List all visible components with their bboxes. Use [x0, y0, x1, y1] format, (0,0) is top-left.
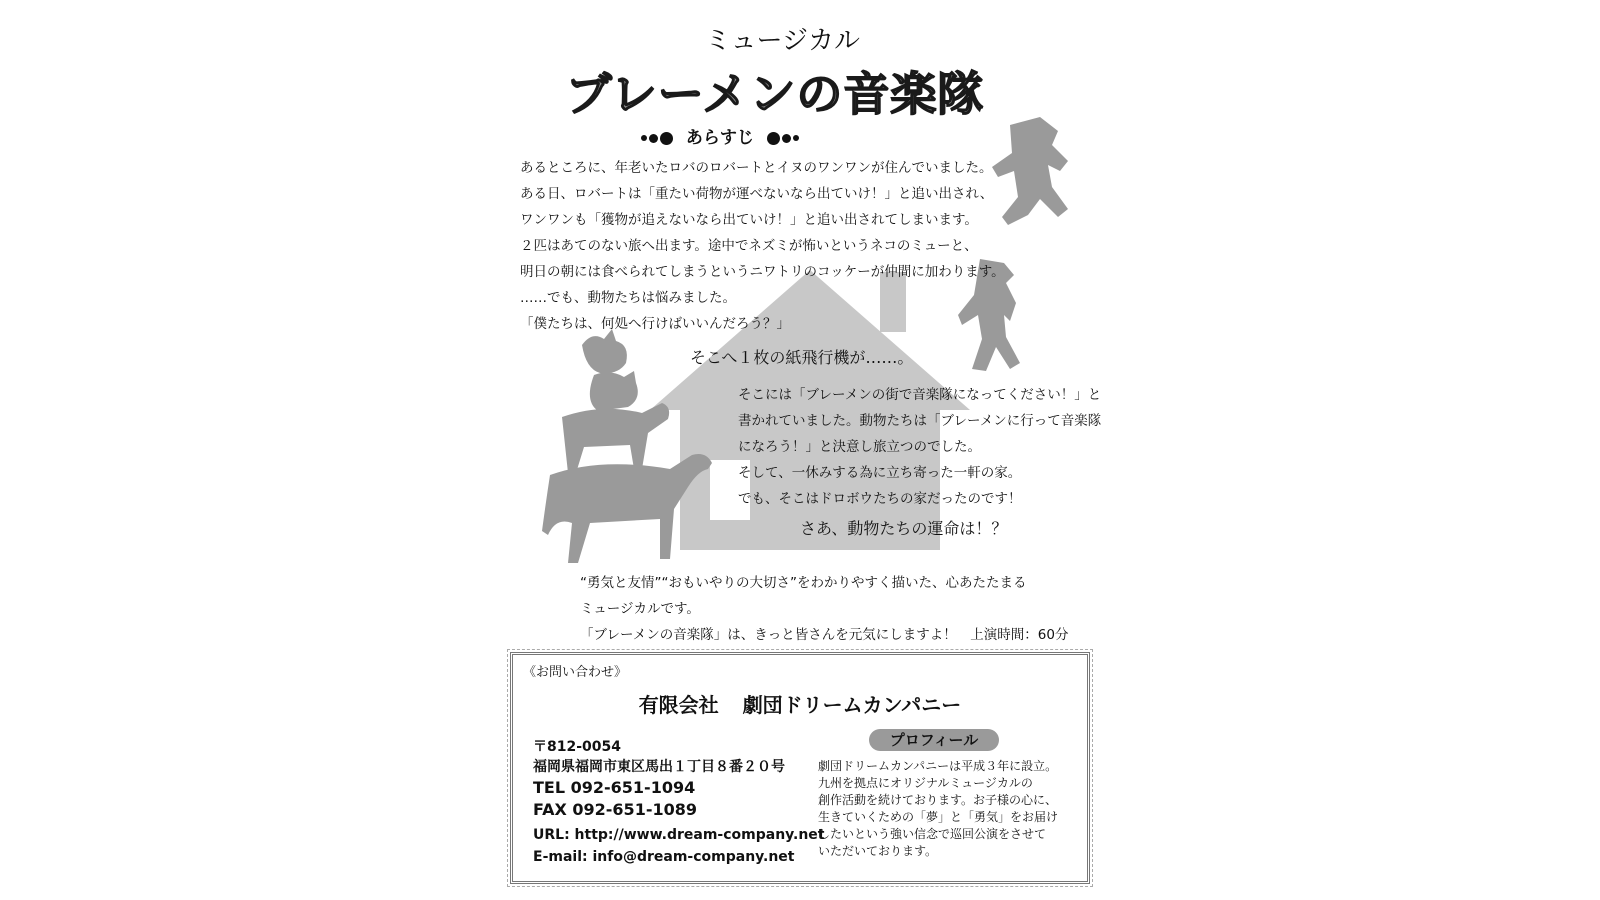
- summary-line: “勇気と友情”“おもいやりの大切さ”をわかりやすく描いた、心あたたまる: [580, 575, 1027, 591]
- dot-icon: [767, 132, 780, 145]
- postal-code: 〒812-0054: [533, 739, 621, 755]
- profile-text: [818, 758, 1058, 860]
- synopsis-line: ある日、ロバートは「重たい荷物が運べないなら出ていけ！」と追い出され、: [520, 186, 994, 202]
- telephone: TEL 092-651-1094: [533, 778, 696, 797]
- synopsis-line: そこには「ブレーメンの街で音楽隊になってください！」と: [738, 387, 1102, 403]
- synopsis-text-2: [738, 382, 1101, 512]
- company-label: 劇団ドリームカンパニー: [742, 693, 962, 717]
- synopsis-line: ……でも、動物たちは悩みました。: [520, 290, 736, 306]
- contact-details: [533, 737, 824, 867]
- highlight-line-1: そこへ１枚の紙飛行機が……。: [690, 348, 914, 367]
- synopsis-line: 明日の朝には食べられてしまうというニワトリのコッケーが仲間に加わります。: [520, 264, 1005, 280]
- website-link[interactable]: URL: http://www.dream-company.net: [533, 827, 825, 843]
- company-name: [513, 689, 1087, 718]
- email-link[interactable]: E-mail: info@dream-company.net: [533, 849, 795, 865]
- dot-icon: [660, 132, 673, 145]
- dot-icon: [782, 134, 791, 143]
- company-type: 有限会社: [638, 693, 719, 717]
- flyer: [480, 0, 1120, 900]
- synopsis-text: [520, 155, 1005, 337]
- dot-icon: [641, 135, 647, 141]
- address: 福岡県福岡市東区馬出１丁目８番２０号: [533, 759, 785, 775]
- summary-line: 「ブレーメンの音楽隊」は、きっと皆さんを元気にしますよ！ 上演時間：60分: [580, 627, 1069, 643]
- synopsis-line: になろう！」と決意し旅立つのでした。: [738, 439, 981, 455]
- fax: FAX 092-651-1089: [533, 800, 697, 819]
- subtitle: ミュージカル: [705, 26, 860, 56]
- synopsis-line: 書かれていました。動物たちは「ブレーメンに行って音楽隊: [738, 413, 1102, 429]
- synopsis-line: 「僕たちは、何処へ行けばいいんだろう？」: [520, 316, 790, 332]
- summary-line: ミュージカルです。: [580, 601, 700, 617]
- highlight-line-2: さあ、動物たちの運命は！？: [800, 519, 1008, 538]
- synopsis-line: ワンワンも「獲物が追えないなら出ていけ！」と追い出されてしまいます。: [520, 212, 978, 228]
- synopsis-heading-label: あらすじ: [685, 128, 754, 148]
- synopsis-line: そして、一休みする為に立ち寄った一軒の家。: [738, 465, 1022, 481]
- profile-heading: プロフィール: [869, 729, 999, 751]
- contact-box: [510, 652, 1090, 884]
- summary-text: [580, 570, 1068, 648]
- profile-line: 創作活動を続けております。お子様の心に、: [818, 793, 1058, 807]
- profile-line: 劇団ドリームカンパニーは平成３年に設立。: [818, 759, 1058, 773]
- profile-line: 生きていくための「夢」と「勇気」をお届け: [818, 810, 1059, 824]
- page-title: ブレーメンの音楽隊: [565, 67, 985, 121]
- profile-line: したいという強い信念で巡回公演をさせて: [818, 827, 1047, 841]
- dot-icon: [649, 134, 658, 143]
- synopsis-line: でも、そこはドロボウたちの家だったのです！: [738, 491, 1022, 507]
- inquiry-label: 《お問い合わせ》: [523, 665, 628, 680]
- synopsis-line: ２匹はあてのない旅へ出ます。途中でネズミが怖いというネコのミューと、: [520, 238, 978, 254]
- dot-icon: [793, 135, 799, 141]
- synopsis-heading: [640, 123, 800, 148]
- synopsis-line: あるところに、年老いたロバのロバートとイヌのワンワンが住んでいました。: [520, 160, 993, 176]
- profile-line: 九州を拠点にオリジナルミュージカルの: [818, 776, 1033, 790]
- profile-line: いただいております。: [818, 844, 938, 858]
